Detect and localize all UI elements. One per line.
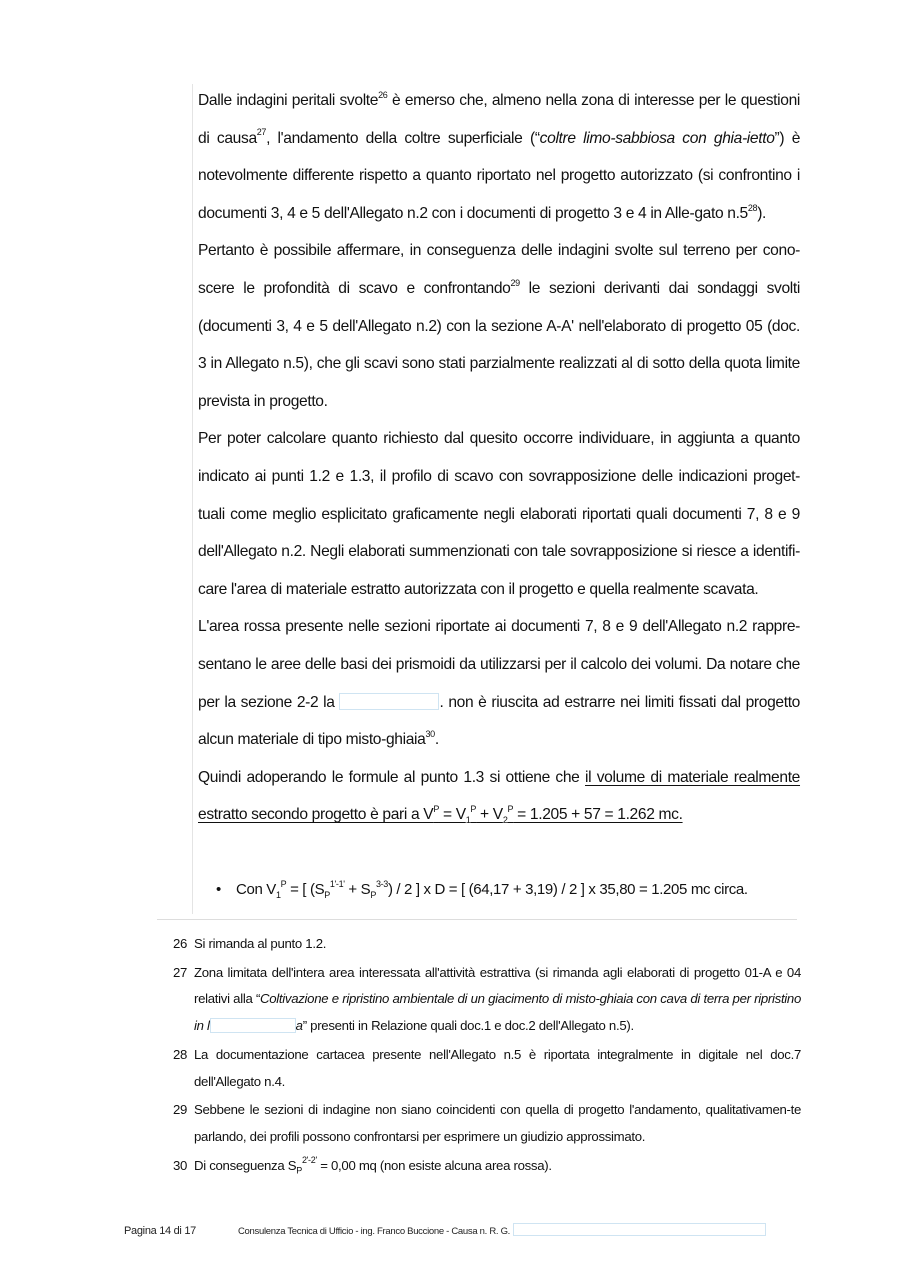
paragraph-2 [198, 232, 800, 420]
footnote-text: Sebbene le sezioni di indagine non siano coincidenti con quella di progetto l'andamento, qualitativamen-te parlando, dei profili possono confrontarsi per esprimere un giudizio approssimato. [194, 1102, 801, 1144]
bullet-formula [216, 877, 816, 903]
footnote-27-part-b: ” presenti in Relazione quali doc.1 e doc.2 dell'Allegato n.5). [302, 1018, 634, 1034]
footnote-text [194, 960, 801, 1040]
paragraph-4-part-a: L'area rossa presente nelle sezioni riportate ai documenti 7, 8 e 9 dell'Allegato n.2 rappre-sentano le aree delle basi dei prismoidi da utilizzarsi per il calcolo dei volumi. Da notare che per la sezione 2-2 la [198, 618, 800, 711]
paragraph-2-part-b: le sezioni derivanti dai sondaggi svolti (documenti 3, 4 e 5 dell'Allegato n.2) con la sezione A-A' nell'elaborato di progetto 05 (doc. 3 in Allegato n.5), che gli scavi sono stati parzialmente realizzati al di sotto della quota limite prevista in progetto. [198, 279, 800, 410]
formula-part-c: + S [344, 881, 371, 898]
paragraph-1 [198, 82, 800, 232]
footnote-ref-27[interactable]: 27 [256, 127, 267, 138]
paragraph-4 [198, 608, 800, 758]
footnote-27 [173, 960, 801, 1040]
footnote-ref-30[interactable]: 30 [425, 728, 435, 739]
v2-sub: 2 [502, 815, 508, 826]
footnote-30-part-b: = 0,00 mq (non esiste alcuna area rossa). [316, 1157, 552, 1173]
paragraph-1-part-e: ). [757, 204, 767, 222]
footnote-30 [173, 1153, 801, 1180]
footnote-text: Si rimanda al punto 1.2. [194, 936, 327, 951]
footnote-number: 28 [173, 1046, 188, 1062]
bullet-mark: • [216, 881, 221, 898]
paragraph-1-part-b: è emerso che, almeno nella zona di interesse per le questioni di causa [198, 92, 801, 147]
paragraph-1-part-a: Dalle indagini peritali svolte [198, 92, 379, 109]
footnote-26 [173, 931, 801, 958]
redacted-name-box [339, 693, 439, 710]
redacted-place-box [210, 1018, 296, 1033]
footnote-number: 29 [173, 1102, 188, 1118]
formula-sup-1: P [280, 879, 287, 889]
page-number: Pagina 14 di 17 [124, 1225, 196, 1237]
v2-sup: P [507, 804, 514, 815]
footnote-30-sub: P [296, 1165, 302, 1176]
footnote-text: La documentazione cartacea presente nell'Allegato n.5 è riportata integralmente in digitale nel doc.7 dell'Allegato n.4. [194, 1046, 801, 1089]
redacted-case-number-box [513, 1223, 766, 1236]
formula-sub-3: P [370, 890, 376, 900]
footnote-text [194, 1153, 801, 1180]
paragraph-3: Per poter calcolare quanto richiesto dal quesito occorre individuare, in aggiunta a quanto indicato ai punti 1.2 e 1.3, il profilo di scavo con sovrapposizione delle indicazioni proget-tuali come meglio esplicitato graficamente negli elaborati riportati quali documenti 7, 8 e 9 dell'Allegato n.2. Negli elaborati summenzionati con tale sovrapposizione si riesce a identifi-care l'area di materiale estratto autorizzata con il progetto e quella realmente scavata. [198, 430, 800, 598]
footnote-27-part-a: Zona limitata dell'intera area interessata all'attività estrattiva (si rimanda agli elaborati di progetto 01-A e 04 relativi alla “ [194, 964, 801, 1007]
footnote-29 [173, 1097, 801, 1150]
paragraph-1-part-c: , l'andamento della coltre superficiale (“ [266, 129, 540, 147]
paragraph-1-part-d: ”) è notevolmente differente rispetto a quanto riportato nel progetto autorizzato (si confrontino i documenti 3, 4 e 5 dell'Allegato n.2 con i documenti di progetto 3 e 4 in Alle-gato n.5 [198, 129, 801, 222]
paragraph-2-part-a: Pertanto è possibile affermare, in conseguenza delle indagini svolte sul terreno per cono-scere le profondità di scavo e confrontando [198, 242, 800, 297]
footnote-27-italic: Coltivazione e ripristino ambientale di un giacimento di misto-ghiaia con cava di terra per ripristino in l [194, 991, 802, 1034]
paragraph-4-part-c: . [434, 731, 439, 749]
footnote-30-part-a: Di conseguenza S [194, 1157, 297, 1173]
footnote-number: 26 [173, 936, 188, 951]
formula-part-b: = [ (S [286, 881, 325, 898]
v1-sup: P [470, 804, 477, 815]
formula-part-a: Con V [236, 881, 276, 898]
formula-sup-3: 3-3 [375, 879, 388, 889]
footnote-28 [173, 1042, 801, 1095]
formula-sub-2: P [324, 890, 330, 900]
body-text [198, 82, 800, 834]
footnote-ref-29[interactable]: 29 [510, 277, 520, 288]
v1-sub: 1 [465, 815, 471, 826]
formula-sub-1: 1 [275, 890, 281, 900]
footnote-30-sup: 2'-2' [301, 1155, 317, 1166]
paragraph-1-italic-quote: coltre limo-sabbiosa con ghia-ietto [539, 129, 775, 147]
paragraph-5 [198, 759, 800, 834]
page-footer [124, 1223, 804, 1237]
footnote-ref-28[interactable]: 28 [747, 202, 758, 213]
volume-text: il volume di materiale realmente estratto secondo progetto è pari a V [198, 768, 801, 824]
footnote-separator [157, 919, 797, 920]
volume-total: = 1.205 + 57 = 1.262 mc. [513, 806, 683, 824]
paragraph-4-part-b: . non è riuscita ad estrarre nei limiti fissati dal progetto alcun materiale di tipo misto-ghiaia [198, 693, 800, 749]
footnote-ref-26[interactable]: 26 [378, 89, 388, 100]
volume-plus-v2: + V [476, 806, 503, 824]
footnote-number: 30 [173, 1157, 188, 1173]
volume-sup: P [433, 804, 439, 815]
margin-rule [192, 84, 193, 914]
formula-part-d: ) / 2 ] x D = [ (64,17 + 3,19) / 2 ] x 35,80 = 1.205 mc circa. [387, 881, 748, 898]
volume-eq-v1: = V [438, 806, 466, 824]
formula-sup-2: 1'-1' [329, 879, 345, 889]
footer-reference: Consulenza Tecnica di Ufficio - ing. Franco Buccione - Causa n. R. G. [238, 1226, 511, 1237]
paragraph-5-part-a: Quindi adoperando le formule al punto 1.3 si ottiene che [198, 768, 586, 786]
footnote-27-italic-end: a [295, 1018, 303, 1034]
footnote-number: 27 [173, 964, 188, 980]
footnotes [173, 931, 801, 1181]
